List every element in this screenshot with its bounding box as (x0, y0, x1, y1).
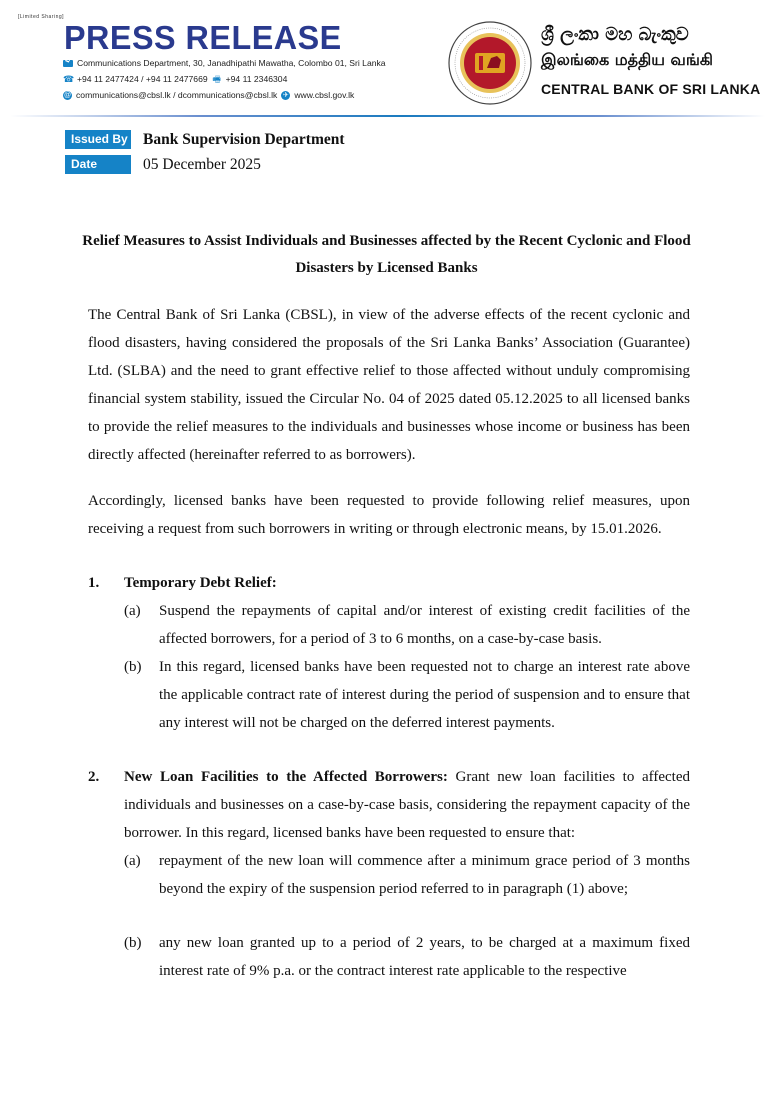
item-1-heading: Temporary Debt Relief: (124, 575, 277, 591)
contact-address: Communications Department, 30, Janadhipathi Mawatha, Colombo 01, Sri Lanka (77, 58, 386, 68)
telephone-icon: ☎ (63, 74, 75, 84)
item-1-heading-line (124, 569, 690, 597)
contact-fax: +94 11 2346304 (225, 74, 288, 84)
date-label: Date (65, 155, 131, 174)
header-divider (10, 115, 765, 117)
contact-website[interactable]: www.cbsl.gov.lk (294, 90, 355, 100)
item-2-number: 2. (88, 769, 100, 785)
item-2-heading: New Loan Facilities to the Affected Borrowers: (124, 769, 448, 785)
contact-email-line (63, 90, 354, 100)
fax-icon: 🖷 (212, 74, 221, 84)
item-2b-label: (b) (124, 935, 142, 951)
issued-by-label: Issued By (65, 130, 131, 149)
item-1b-label: (b) (124, 659, 142, 675)
contact-phone: +94 11 2477424 / +94 11 2477669 (77, 74, 208, 84)
item-2-body (124, 763, 690, 847)
document-title: Relief Measures to Assist Individuals and Businesses affected by the Recent Cyclonic and Flood Disasters by Licensed Banks (82, 233, 691, 276)
item-1b-text: In this regard, licensed banks have been requested not to charge an interest rate above the applicable contract rate of interest during the period of suspension and to ensure that any interest will not be charged on the deferred interest payments. (159, 659, 690, 731)
date-value: 05 December 2025 (143, 156, 261, 173)
contact-address-line (63, 58, 386, 68)
lion-flag-stripe (479, 56, 483, 70)
item-2a-text: repayment of the new loan will commence after a minimum grace period of 3 months beyond the expiry of the suspension period referred to in paragraph (1) above; (159, 853, 690, 897)
bank-name-sinhala: ශ්‍රී ලංකා මහ බැංකුව (541, 24, 689, 45)
at-sign-icon: @ (63, 91, 72, 99)
bank-name-tamil: இலங்கை மத்திய வங்கி (541, 50, 713, 69)
cbsl-seal-logo (447, 20, 533, 106)
bank-name-english: CENTRAL BANK OF SRI LANKA (541, 81, 761, 97)
press-release-title: PRESS RELEASE (64, 19, 342, 56)
item-1a-label: (a) (124, 603, 141, 619)
item-2a-label: (a) (124, 853, 141, 869)
item-2b-text: any new loan granted up to a period of 2 years, to be charged at a maximum fixed interest rate of 9% p.a. or the contract interest rate applicable to the respective (159, 935, 690, 979)
intro-paragraph: The Central Bank of Sri Lanka (CBSL), in view of the adverse effects of the recent cyclonic and flood disasters, having considered the proposals of the Sri Lanka Banks’ Association (Guarantee) Ltd. (SLBA) and the need to grant effective relief to those affected without unduly compromising financial system stability, issued the Circular No. 04 of 2025 dated 05.12.2025 to all licensed banks to provide the relief measures to the individuals and businesses whose income or business has been directly affected (hereinafter referred to as borrowers). (88, 307, 690, 463)
item-1-number: 1. (88, 575, 100, 591)
accordingly-paragraph: Accordingly, licensed banks have been requested to provide following relief measures, upon receiving a request from such borrowers in writing or through electronic means, by 15.01.2026. (88, 493, 690, 537)
item-2-text: Grant new loan facilities to affected individuals and businesses on a case-by-case basis, considering the repayment capacity of the borrower. In this regard, licensed banks have been requested to ensure that: (124, 769, 690, 841)
classification-marking: [Limited Sharing] (18, 14, 65, 20)
envelope-icon (63, 60, 73, 67)
contact-phone-line (63, 74, 287, 84)
globe-icon: ✈ (282, 91, 289, 99)
issued-by-value: Bank Supervision Department (143, 131, 345, 148)
item-1a-text: Suspend the repayments of capital and/or interest of existing credit facilities of the affected borrowers, for a period of 3 to 6 months, on a case-by-case basis. (159, 603, 690, 647)
contact-email[interactable]: communications@cbsl.lk / dcommunications@cbsl.lk (76, 90, 278, 100)
